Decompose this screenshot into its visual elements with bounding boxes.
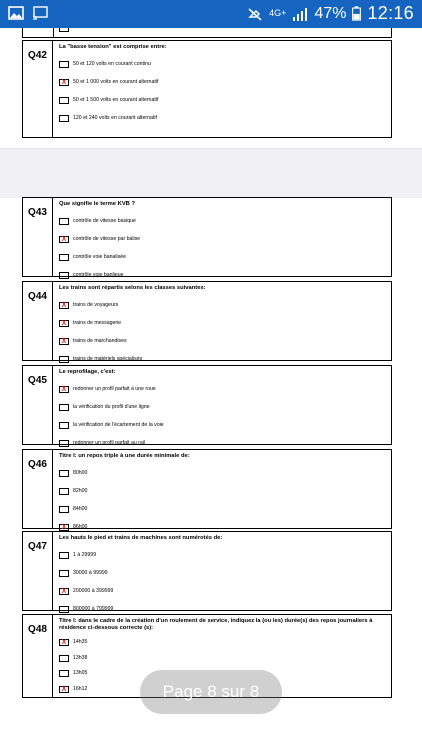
answer-option[interactable]: X trains de marchandises	[59, 332, 385, 350]
question-number: Q44	[23, 282, 53, 360]
answer-option[interactable]: 50 et 120 volts en courant continu	[59, 55, 385, 73]
question-box	[22, 531, 392, 611]
checkbox-checked[interactable]	[59, 236, 69, 243]
checkbox[interactable]	[59, 404, 69, 411]
question-title: Le reprofilage, c'est:	[59, 369, 116, 375]
answer-option[interactable]: X redonner un profil parfait à une roue	[59, 380, 385, 398]
image-icon	[8, 6, 24, 20]
checkbox[interactable]	[59, 488, 69, 495]
checkbox[interactable]	[59, 61, 69, 68]
checkbox[interactable]	[59, 606, 69, 613]
question-title: Les trains sont répartis selons les classes suivantes:	[59, 285, 206, 291]
battery-percent: 47%	[314, 4, 347, 22]
answer-option[interactable]: contrôle voie banlieue	[59, 266, 385, 284]
answer-option[interactable]: X 200000 à 399999	[59, 582, 385, 600]
checkbox-checked[interactable]	[59, 639, 69, 646]
checkbox-checked[interactable]	[59, 79, 69, 86]
answer-option[interactable]: contrôle voie banalisée	[59, 248, 385, 266]
checkbox-checked[interactable]	[59, 524, 69, 531]
previous-question-remnant	[22, 28, 392, 38]
answer-option[interactable]: 82h00	[59, 482, 385, 500]
clock: 12:16	[367, 3, 414, 23]
network-type: 4G+	[269, 8, 287, 18]
answer-option[interactable]: X 50 et 1 000 volts en courant alternatif	[59, 73, 385, 91]
question-number: Q43	[23, 198, 53, 276]
checkbox-checked[interactable]	[59, 320, 69, 327]
screencast-icon	[32, 6, 48, 20]
question-box	[22, 281, 392, 361]
question-title: Que signifie le terme KVB ?	[59, 201, 136, 207]
checkbox-checked[interactable]	[59, 588, 69, 595]
question-title: Les hauts le pied et trains de machines sont numérotés de:	[59, 535, 223, 541]
answer-option[interactable]: 800000 à 799999	[59, 600, 385, 618]
question-number: Q45	[23, 366, 53, 444]
bluetooth-muted-icon	[247, 6, 263, 22]
question-box	[22, 449, 392, 529]
answer-option[interactable]: 1 à 29999	[59, 546, 385, 564]
answer-option[interactable]: 30000 à 99999	[59, 564, 385, 582]
checkbox-checked[interactable]	[59, 302, 69, 309]
answer-option[interactable]: X 86h00	[59, 518, 385, 536]
checkbox[interactable]	[59, 218, 69, 225]
answer-option[interactable]: la vérification du profil d'une ligne	[59, 398, 385, 416]
question-number: Q47	[23, 532, 53, 610]
question-title: Titre I: un repos triple à une durée minimale de:	[59, 453, 190, 459]
answer-option[interactable]: 84h00	[59, 500, 385, 518]
checkbox[interactable]	[59, 655, 69, 662]
answer-option[interactable]: X 16h12	[59, 681, 385, 697]
checkbox[interactable]	[59, 97, 69, 104]
question-number: Q42	[23, 41, 53, 137]
answer-option[interactable]: X 14h35	[59, 635, 385, 651]
checkbox[interactable]	[59, 670, 69, 677]
checkbox[interactable]	[59, 356, 69, 363]
answer-option[interactable]: trains de matériels spécialisés	[59, 350, 385, 368]
checkbox-checked[interactable]	[59, 338, 69, 345]
checkbox[interactable]	[59, 115, 69, 122]
checkbox-checked[interactable]	[59, 386, 69, 393]
page-indicator: Page 8 sur 8	[140, 670, 282, 714]
question-number: Q46	[23, 450, 53, 528]
checkbox[interactable]	[59, 440, 69, 447]
answer-option[interactable]: 13h38	[59, 650, 385, 666]
page-separator	[0, 148, 422, 198]
answer-option[interactable]: 13h05	[59, 666, 385, 682]
checkbox-checked[interactable]	[59, 686, 69, 693]
status-bar	[0, 0, 422, 28]
checkbox[interactable]	[59, 470, 69, 477]
question-box	[22, 197, 392, 277]
answer-option[interactable]: 50 et 1 500 volts en courant alternatif	[59, 91, 385, 109]
answer-option[interactable]: redonner un profil parfait au rail	[59, 434, 385, 452]
answer-option[interactable]: X trains de voyageurs	[59, 296, 385, 314]
answer-option[interactable]: contrôle de vitesse basique	[59, 212, 385, 230]
checkbox[interactable]	[59, 552, 69, 559]
battery-icon	[352, 6, 361, 21]
checkbox[interactable]	[59, 570, 69, 577]
answer-option[interactable]: 120 et 240 volts en courant alternatif	[59, 109, 385, 127]
question-number: Q48	[23, 615, 53, 697]
checkbox[interactable]	[59, 506, 69, 513]
answer-option[interactable]: la vérification de l'écartement de la voie	[59, 416, 385, 434]
checkbox[interactable]	[59, 272, 69, 279]
answer-option[interactable]: X trains de messagerie	[59, 314, 385, 332]
question-box	[22, 365, 392, 445]
checkbox[interactable]	[59, 254, 69, 261]
answer-option[interactable]: 80h00	[59, 464, 385, 482]
question-box	[22, 40, 392, 138]
answer-option[interactable]: X contrôle de vitesse par balise	[59, 230, 385, 248]
signal-icon	[292, 7, 308, 21]
question-title: Titre I: dans le cadre de la création d'un roulement de service, indiquez la (ou les) durée(s) des repos journaliers à résidence ci-dessous correcte (s):	[59, 618, 373, 632]
checkbox[interactable]	[59, 422, 69, 429]
question-title: La "basse tension" est comprise entre:	[59, 44, 167, 50]
